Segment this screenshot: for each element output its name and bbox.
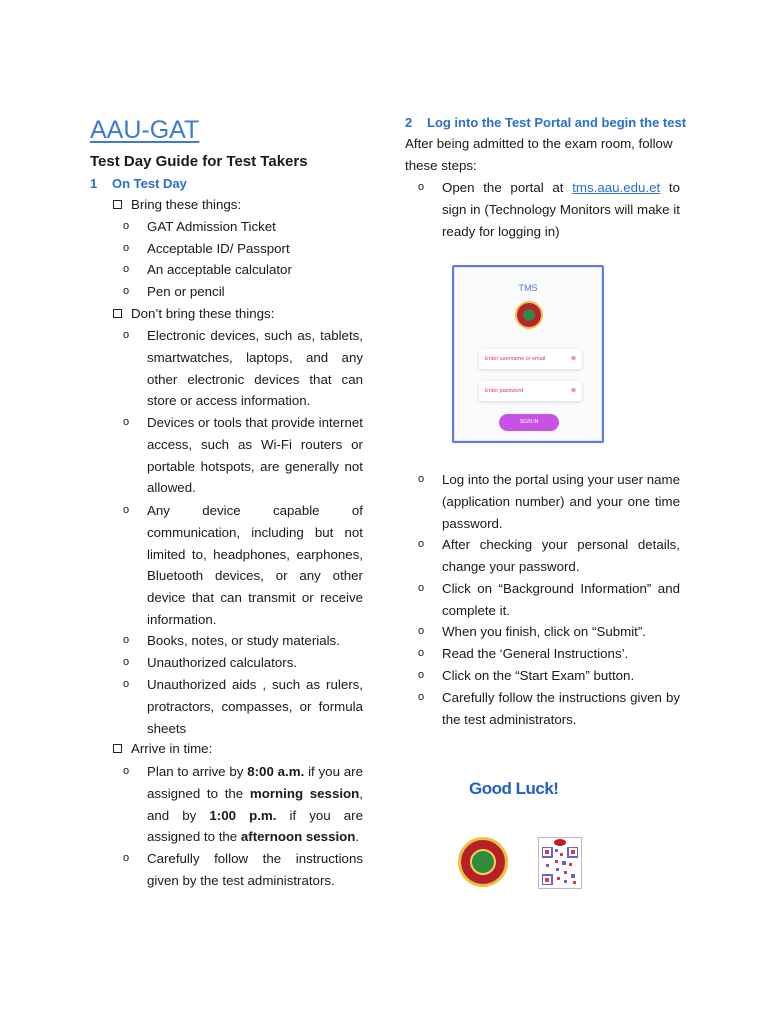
list-item: o Carefully follow the instructions given by the test administrators.: [418, 687, 680, 731]
document-title: AAU-GAT: [90, 116, 200, 144]
bullet-icon: o: [123, 678, 130, 690]
bullet-icon: o: [418, 181, 425, 193]
section-title: Log into the Test Portal and begin the test: [427, 115, 687, 130]
bullet-icon: o: [123, 263, 130, 275]
bullet-icon: o: [123, 416, 130, 428]
bullet-icon: o: [418, 538, 425, 550]
list-item: o Unauthorized calculators.: [123, 652, 363, 674]
list-item: o Pen or pencil: [123, 281, 363, 303]
dont-bring-checklist-label: Don’t bring these things:: [113, 303, 274, 325]
bullet-icon: o: [418, 647, 425, 659]
list-item: o Unauthorized aids , such as rulers, protractors, compasses, or formula sheets: [123, 674, 363, 739]
section-title: On Test Day: [112, 176, 187, 191]
checkbox-icon: [113, 200, 122, 209]
list-item: o Any device capable of communication, including but not limited to, headphones, earphones, Bluetooth devices, or any other device that can transmit or receive information.: [123, 500, 363, 631]
bullet-icon: o: [123, 242, 130, 254]
list-item: o Open the portal at tms.aau.edu.et to sign in (Technology Monitors will make it ready for logging in): [418, 177, 680, 242]
bullet-icon: o: [123, 656, 130, 668]
bullet-icon: o: [418, 669, 425, 681]
university-seal-icon: [458, 837, 508, 887]
list-item: o Read the ‘General Instructions’.: [418, 643, 680, 665]
list-item: o Click on “Background Information” and complete it.: [418, 578, 680, 622]
section-number: 1: [90, 176, 98, 191]
portal-login-screenshot: [452, 265, 604, 443]
bullet-icon: o: [123, 329, 130, 341]
portal-brand: TMS: [518, 283, 538, 293]
section-number: 2: [405, 115, 413, 130]
checkbox-icon: [113, 309, 122, 318]
clear-icon: ⊗: [570, 388, 576, 394]
bullet-icon: o: [418, 691, 425, 703]
list-item: o Click on the “Start Exam” button.: [418, 665, 680, 687]
list-item: o Plan to arrive by 8:00 a.m. if you are assigned to the morning session, and by 1:00 p.m. if you are assigned to the afternoon session.: [123, 761, 363, 848]
checkbox-icon: [113, 744, 122, 753]
bullet-icon: o: [123, 285, 130, 297]
section-1-heading: [90, 176, 187, 191]
bullet-icon: o: [123, 634, 130, 646]
bullet-icon: o: [123, 765, 130, 777]
bullet-icon: o: [418, 582, 425, 594]
bring-checklist-label: Bring these things:: [113, 194, 241, 216]
good-luck-text: Good Luck!: [469, 779, 559, 798]
section-2-heading: [405, 115, 686, 130]
list-item: o GAT Admission Ticket: [123, 216, 363, 238]
list-item: o Devices or tools that provide internet access, such as Wi-Fi routers or portable hotspots, are generally not allowed.: [123, 412, 363, 499]
username-field: Enter username or email ⊗: [479, 349, 582, 369]
portal-link[interactable]: tms.aau.edu.et: [572, 180, 661, 195]
list-item: o When you finish, click on “Submit”.: [418, 621, 680, 643]
bullet-icon: o: [123, 504, 130, 516]
document-subtitle: Test Day Guide for Test Takers: [90, 153, 308, 170]
arrive-checklist-label: Arrive in time:: [113, 738, 212, 760]
list-item: o Log into the portal using your user name (application number) and your one time password.: [418, 469, 680, 534]
list-item: o Carefully follow the instructions given by the test administrators.: [123, 848, 363, 892]
clear-icon: ⊗: [570, 356, 576, 362]
bullet-icon: o: [418, 473, 425, 485]
list-item: o After checking your personal details, change your password.: [418, 534, 680, 578]
list-item: o Electronic devices, such as, tablets, smartwatches, laptops, and any other electronic devices that can store or access information.: [123, 325, 363, 412]
list-item: o Books, notes, or study materials.: [123, 630, 363, 652]
section-2-intro: After being admitted to the exam room, follow these steps:: [405, 136, 673, 173]
bullet-icon: o: [418, 625, 425, 637]
bullet-icon: o: [123, 220, 130, 232]
list-item: o Acceptable ID/ Passport: [123, 238, 363, 260]
signin-button: SIGN IN: [499, 414, 559, 431]
list-item: o An acceptable calculator: [123, 259, 363, 281]
bullet-icon: o: [123, 852, 130, 864]
qr-code-icon: [538, 837, 582, 889]
password-field: Enter password ⊗: [479, 381, 582, 401]
university-seal-icon: [515, 301, 543, 329]
